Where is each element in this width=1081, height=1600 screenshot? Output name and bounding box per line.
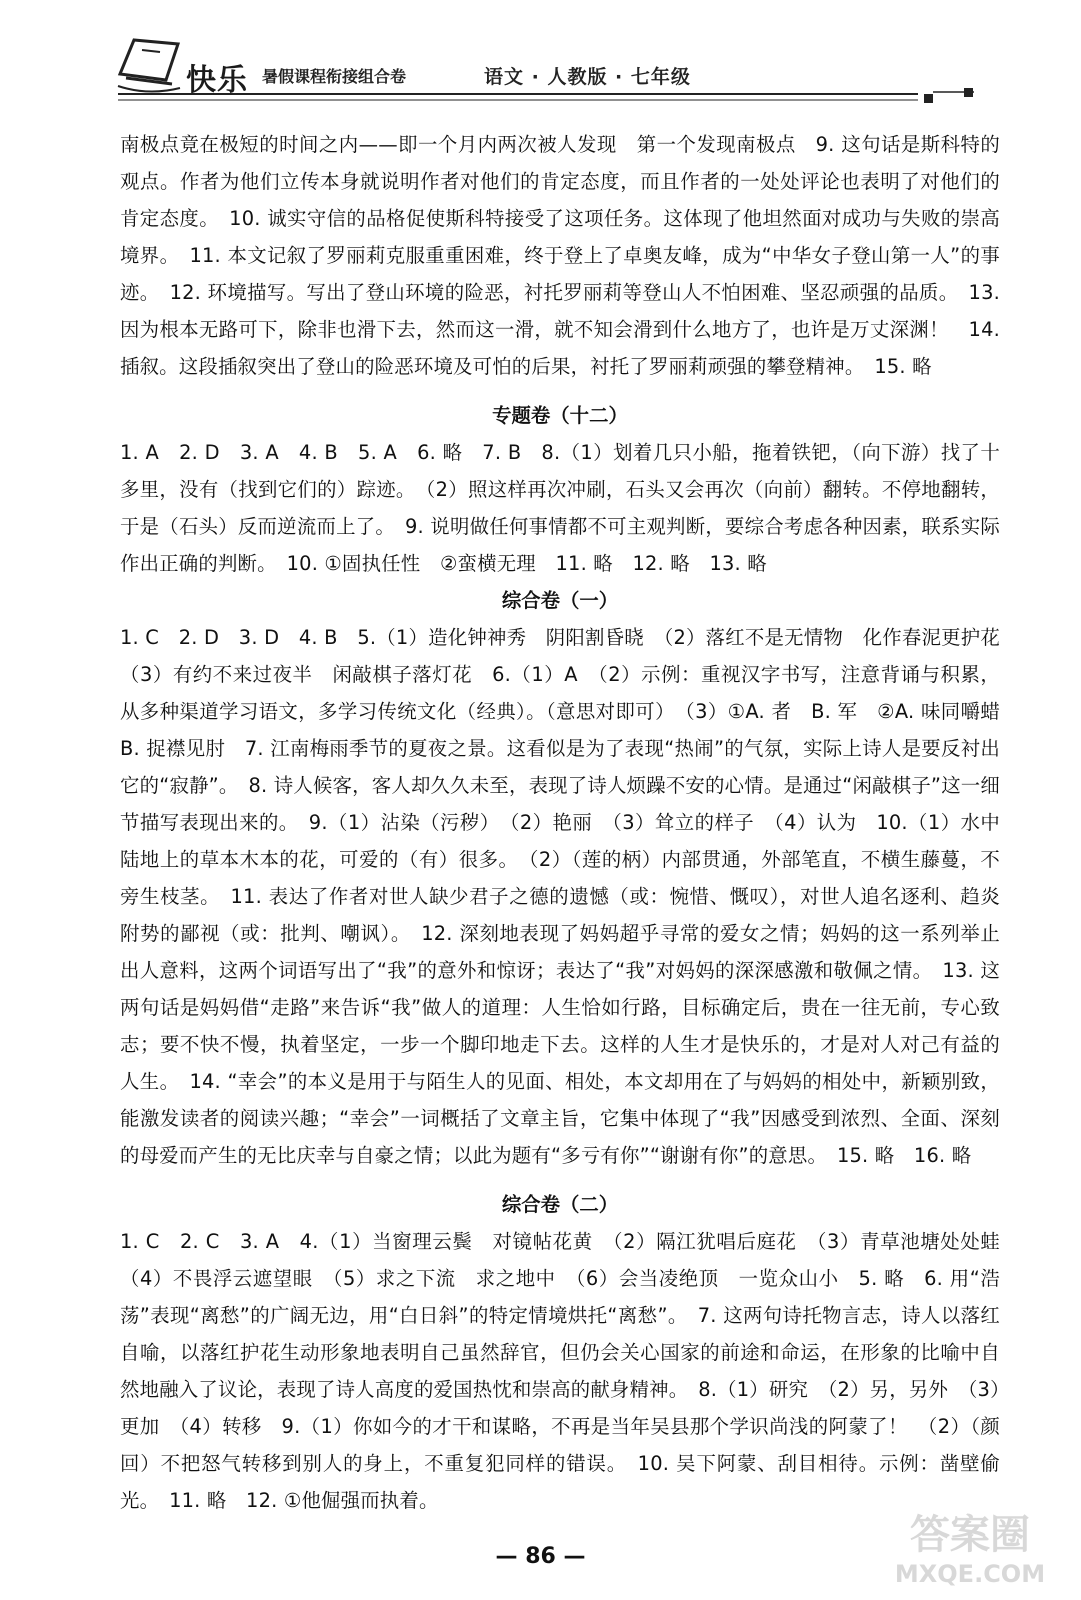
brand-subtitle: 暑假课程衔接组合卷	[262, 67, 407, 86]
section-1-text: 1. A 2. D 3. A 4. B 5. A 6. 略 7. B 8.（1）划着几只小船，拖着铁钯，（向下游）找了十多里，没有（找到它们的）踪迹。 （2）照这样再次冲刷，石头又会再次（向前）翻转。不停地翻转，于是（石头）反而逆流而上了。 9. 说明做任何事情都不可主观判断，要综合考虑各种因素，联系实际作出正确的判断。 10. ①固执任性 ②蛮横无理 11. 略 12. 略 13. 略	[120, 441, 1000, 575]
header-rule	[118, 84, 978, 108]
section-3-text: 1. C 2. C 3. A 4.（1）当窗理云鬓 对镜帖花黄 （2）隔江犹唱后庭花 （3）青草池塘处处蛙 （4）不畏浮云遮望眼 （5）求之下流 求之地中 （6）会当凌绝顶 一览众山小 5. 略 6. 用“浩荡”表现“离愁”的广阔无边，用“白日斜”的特定情境烘托“离愁”。 7. 这两句诗托物言志，诗人以落红自喻，以落红护花生动形象地表明自己虽然辞官，但仍会关心国家的前途和命运，在形象的比喻中自然地融入了议论，表现了诗人高度的爱国热忱和崇高的献身精神。 8.（1）研究 （2）另，另外 （3）更加 （4）转移 9.（1）你如今的才干和谋略，不再是当年吴县那个学识尚浅的阿蒙了！ （2）（颜回）不把怒气转移到别人的身上，不重复犯同样的错误。 10. 吴下阿蒙、刮目相待。示例：凿壁偷光。 11. 略 12. ①他倔强而执着。	[120, 1230, 1020, 1512]
page-header	[0, 0, 1081, 120]
section-1-title: 专题卷（十二）	[492, 404, 628, 427]
section-2-title: 综合卷（一）	[501, 589, 619, 612]
watermark-logo	[880, 1500, 1060, 1590]
brand-title: 快乐	[186, 63, 248, 98]
svg-text:MXQE.COM: MXQE.COM	[894, 1560, 1046, 1588]
section-3-title: 综合卷（二）	[501, 1193, 619, 1216]
answer-content	[120, 126, 1020, 1519]
svg-text:答案圈: 答案圈	[910, 1512, 1030, 1558]
section-0-text: 南极点竟在极短的时间之内——即一个月内两次被人发现 第一个发现南极点 9. 这句话是斯科特的观点。作者为他们立传本身就说明作者对他们的肯定态度，而且作者的一处处评论也表明了对他们的肯定态度。 10. 诚实守信的品格促使斯科特接受了这项任务。这体现了他坦然面对成功与失败的崇高境界。 11. 本文记叙了罗丽莉克服重重困难，终于登上了卓奥友峰，成为“中华女子登山第一人”的事迹。 12. 环境描写。写出了登山环境的险恶，衬托罗丽莉等登山人不怕困难、坚忍顽强的品质。 13. 因为根本无路可下，除非也滑下去，然而这一滑，就不知会滑到什么地方了，也许是万丈深渊！ 14. 插叙。这段插叙突出了登山的险恶环境及可怕的后果，衬托了罗丽莉顽强的攀登精神。 15. 略	[120, 133, 1000, 378]
subject-label: 语文 · 人教版 · 七年级	[484, 66, 691, 88]
page-number: — 86 —	[495, 1544, 586, 1569]
section-2-text: 1. C 2. D 3. D 4. B 5.（1）造化钟神秀 阴阳割昏晓 （2）落红不是无情物 化作春泥更护花 （3）有约不来过夜半 闲敲棋子落灯花 6.（1）A （2）示例：重视汉字书写，注意背诵与积累，从多种渠道学习语文，多学习传统文化（经典）。（意思对即可） （3）①A. 者 B. 军 ②A. 味同嚼蜡 B. 捉襟见肘 7. 江南梅雨季节的夏夜之景。这看似是为了表现“热闹”的气氛，实际上诗人是要反衬出它的“寂静”。 8. 诗人候客，客人却久久未至，表现了诗人烦躁不安的心情。是通过“闲敲棋子”这一细节描写表现出来的。 9.（1）沾染（污秽） （2）艳丽 （3）耸立的样子 （4）认为 10.（1）水中陆地上的草本木本的花，可爱的（有）很多。 （2）（莲的柄）内部贯通，外部笔直，不横生藤蔓，不旁生枝茎。 11. 表达了作者对世人缺少君子之德的遗憾（或：惋惜、慨叹），对世人追名逐利、趋炎附势的鄙视（或：批判、嘲讽）。 12. 深刻地表现了妈妈超乎寻常的爱女之情；妈妈的这一系列举止出人意料，这两个词语写出了“我”的意外和惊讶；表达了“我”对妈妈的深深感激和敬佩之情。 13. 这两句话是妈妈借“走路”来告诉“我”做人的道理：人生恰如行路，目标确定后，贵在一往无前，专心致志；要不快不慢，执着坚定，一步一个脚印地走下去。这样的人生才是快乐的，才是对人对己有益的人生。 14. “幸会”的本义是用于与陌生人的见面、相处，本文却用在了与妈妈的相处中，新颖别致，能激发读者的阅读兴趣；“幸会”一词概括了文章主旨，它集中体现了“我”因感受到浓烈、全面、深刻的母爱而产生的无比庆幸与自豪之情；以此为题有“多亏有你”“谢谢有你”的意思。 15. 略 16. 略	[120, 626, 1020, 1167]
